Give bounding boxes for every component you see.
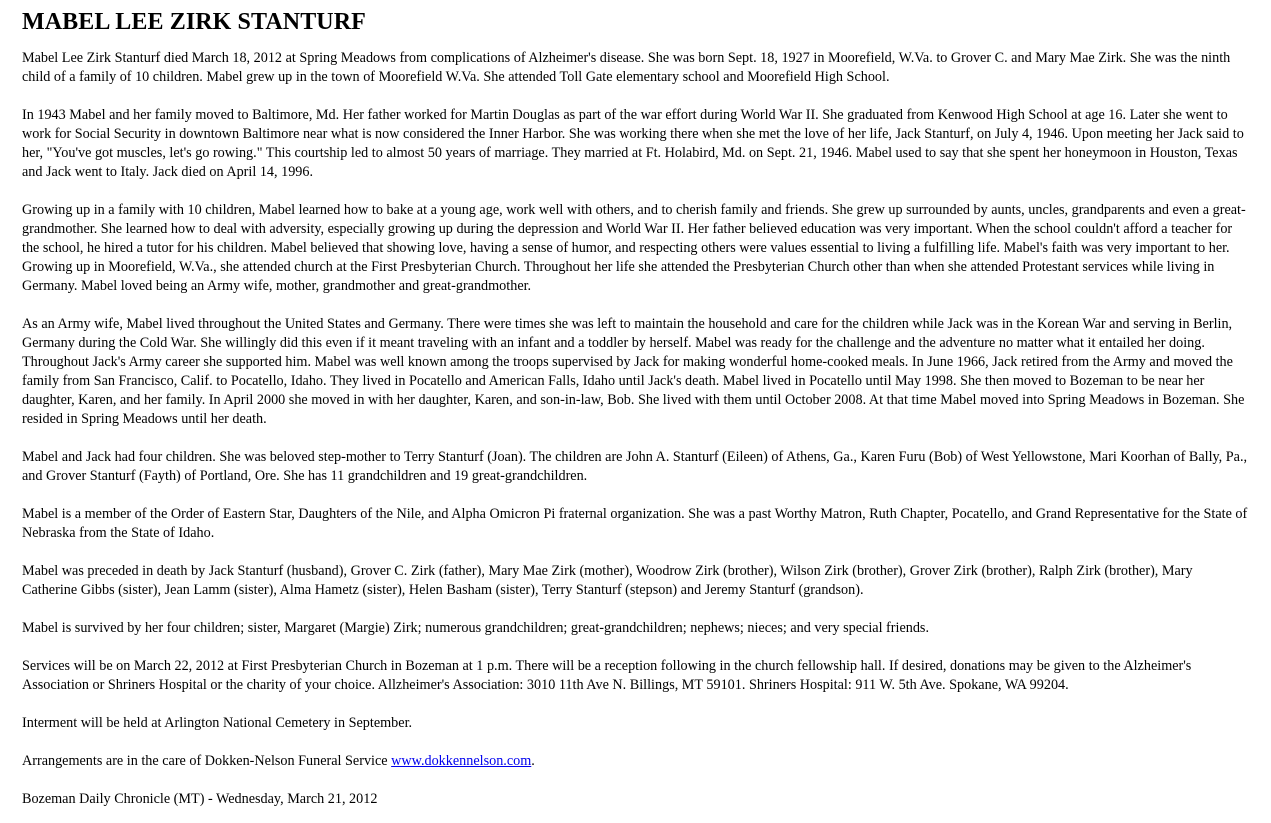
paragraph-services: Services will be on March 22, 2012 at First Presbyterian Church in Bozeman at 1 p.m. There will be a reception following in the church fellowship hall. If desired, donations may be given to the Alzheimer's Association or Shriners Hospital or the charity of your choice. Allzheimer's Association: 3010 11th Ave N. Billings, MT 59101. Shriners Hospital: 911 W. 5th Ave. Spokane, WA 99204.: [22, 657, 1192, 693]
paragraph-arrangements: [22, 752, 1249, 771]
funeral-home-link[interactable]: www.dokkennelson.com: [391, 752, 532, 769]
arrangements-period: .: [531, 752, 535, 769]
source-line: Bozeman Daily Chronicle (MT) - Wednesday, March 21, 2012: [22, 790, 378, 807]
arrangements-text: Arrangements are in the care of Dokken-Nelson Funeral Service: [22, 752, 392, 769]
paragraph-preceded-in-death: Mabel was preceded in death by Jack Stanturf (husband), Grover C. Zirk (father), Mary Mae Zirk (mother), Woodrow Zirk (brother), Wilson Zirk (brother), Grover Zirk (brother), Ralph Zirk (brother), Mary Catherine Gibbs (sister), Jean Lamm (sister), Alma Hametz (sister), Helen Basham (sister), Terry Stanturf (stepson) and Jeremy Stanturf (grandson).: [22, 562, 1193, 598]
paragraph-interment: Interment will be held at Arlington National Cemetery in September.: [22, 714, 413, 731]
paragraph-death-birth: Mabel Lee Zirk Stanturf died March 18, 2012 at Spring Meadows from complications of Alzheimer's disease. She was born Sept. 18, 1927 in Moorefield, W.Va. to Grover C. and Mary Mae Zirk. She was the ninth child of a family of 10 children. Mabel grew up in the town of Moorefield W.Va. She attended Toll Gate elementary school and Moorefield High School.: [22, 49, 1231, 85]
paragraph-baltimore-marriage: In 1943 Mabel and her family moved to Baltimore, Md. Her father worked for Martin Douglas as part of the war effort during World War II. She graduated from Kenwood High School at age 16. Later she went to work for Social Security in downtown Baltimore near what is now considered the Inner Harbor. She was working there when she met the love of her life, Jack Stanturf, on July 4, 1946. Upon meeting her Jack said to her, "You've got muscles, let's go rowing." This courtship led to almost 50 years of marriage. They married at Ft. Holabird, Md. on Sept. 21, 1946. Mabel used to say that she spent her honeymoon in Houston, Texas and Jack went to Italy. Jack died on April 14, 1996.: [22, 106, 1244, 180]
paragraph-memberships: Mabel is a member of the Order of Eastern Star, Daughters of the Nile, and Alpha Omicron Pi fraternal organization. She was a past Worthy Matron, Ruth Chapter, Pocatello, and Grand Representative for the State of Nebraska from the State of Idaho.: [22, 505, 1248, 541]
paragraph-army-life: As an Army wife, Mabel lived throughout the United States and Germany. There were times she was left to maintain the household and care for the children while Jack was in the Korean War and serving in Berlin, Germany during the Cold War. She willingly did this even if it meant traveling with an infant and a toddler by herself. Mabel was ready for the challenge and the adventure no matter what it entailed her doing. Throughout Jack's Army career she supported him. Mabel was well known among the troops supervised by Jack for making wonderful home-cooked meals. In June 1966, Jack retired from the Army and moved the family from San Francisco, Calif. to Pocatello, Idaho. They lived in Pocatello and American Falls, Idaho until Jack's death. Mabel lived in Pocatello until May 1998. She then moved to Bozeman to be near her daughter, Karen, and her family. In April 2000 she moved in with her daughter, Karen, and son-in-law, Bob. She lived with them until October 2008. At that time Mabel moved into Spring Meadows in Bozeman. She resided in Spring Meadows until her death.: [22, 315, 1245, 427]
paragraph-children: Mabel and Jack had four children. She was beloved step-mother to Terry Stanturf (Joan). The children are John A. Stanturf (Eileen) of Athens, Ga., Karen Furu (Bob) of West Yellowstone, Mari Koorhan of Bally, Pa., and Grover Stanturf (Fayth) of Portland, Ore. She has 11 grandchildren and 19 great-grandchildren.: [22, 448, 1248, 484]
paragraph-upbringing-faith: Growing up in a family with 10 children, Mabel learned how to bake at a young age, work well with others, and to cherish family and friends. She grew up surrounded by aunts, uncles, grandparents and even a great-grandmother. She learned how to deal with adversity, especially growing up during the depression and World War II. Her father believed education was very important. When the school couldn't afford a teacher for the school, he hired a tutor for his children. Mabel believed that showing love, having a sense of humor, and respecting others were values essential to living a fulfilling life. Mabel's faith was very important to her. Growing up in Moorefield, W.Va., she attended church at the First Presbyterian Church. Throughout her life she attended the Presbyterian Church other than when she attended Protestant services while living in Germany. Mabel loved being an Army wife, mother, grandmother and great-grandmother.: [22, 201, 1246, 294]
paragraph-survived-by: Mabel is survived by her four children; sister, Margaret (Margie) Zirk; numerous grandchildren; great-grandchildren; nephews; nieces; and very special friends.: [22, 619, 930, 636]
page-title: MABEL LEE ZIRK STANTURF: [22, 9, 366, 35]
